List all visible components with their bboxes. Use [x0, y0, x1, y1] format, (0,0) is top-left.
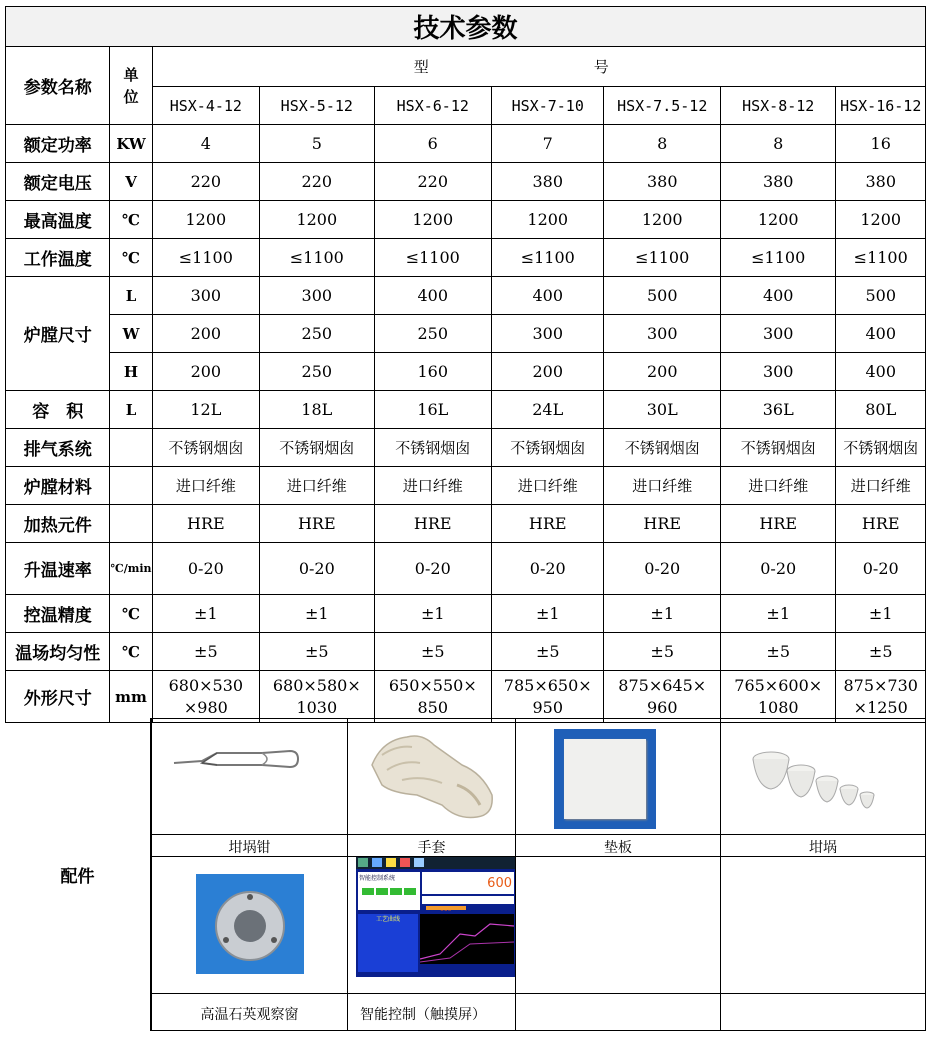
value-cell: 650×550× 850 — [374, 671, 491, 723]
value-cell: 300 — [604, 315, 720, 353]
value-cell: 不锈钢烟囱 — [260, 429, 374, 467]
value-cell: 8 — [604, 125, 720, 163]
value-cell: ±1 — [152, 595, 259, 633]
value-cell: 220 — [374, 163, 491, 201]
value-cell: 785×650× 950 — [492, 671, 604, 723]
model-2: HSX-5-12 — [260, 87, 374, 125]
caption-plate: 垫板 — [604, 840, 632, 856]
value-cell: 5 — [260, 125, 374, 163]
value-cell: ±5 — [374, 633, 491, 671]
param-unit — [110, 467, 152, 505]
value-cell: ±1 — [604, 595, 720, 633]
value-cell: ±1 — [374, 595, 491, 633]
page-title: 技术参数 — [6, 7, 926, 47]
param-unit: V — [110, 163, 152, 201]
value-cell: ±5 — [604, 633, 720, 671]
param-unit: ℃ — [110, 633, 152, 671]
caption-touchscreen: 智能控制（触摸屏） — [360, 1007, 486, 1023]
value-cell: 进口纤维 — [374, 467, 491, 505]
param-unit: mm — [110, 671, 152, 723]
model-header: 型 号 — [152, 47, 925, 87]
param-unit: H — [110, 353, 152, 391]
model-6: HSX-8-12 — [720, 87, 835, 125]
screen-big-value: 600 — [487, 876, 512, 891]
value-cell: 16 — [836, 125, 926, 163]
value-cell: ≤1100 — [720, 239, 835, 277]
value-cell: 200 — [492, 353, 604, 391]
value-cell: ±5 — [152, 633, 259, 671]
value-cell: 1200 — [260, 201, 374, 239]
window-image-cell — [151, 856, 347, 993]
value-cell: 进口纤维 — [492, 467, 604, 505]
value-cell: 0-20 — [836, 543, 926, 595]
quartz-window-image — [196, 874, 304, 974]
caption-quartz-window: 高温石英观察窗 — [200, 1007, 299, 1023]
param-name: 工作温度 — [6, 239, 110, 277]
value-cell: 36L — [720, 391, 835, 429]
screen-panel-title: 工艺曲线 — [375, 916, 400, 923]
value-cell: 380 — [492, 163, 604, 201]
model-7: HSX-16-12 — [836, 87, 926, 125]
value-cell: 1200 — [836, 201, 926, 239]
param-unit: ℃ — [110, 239, 152, 277]
param-name: 排气系统 — [6, 429, 110, 467]
value-cell: ±5 — [720, 633, 835, 671]
gloves-image-cell — [347, 718, 515, 834]
value-cell: 1200 — [492, 201, 604, 239]
value-cell: 不锈钢烟囱 — [604, 429, 720, 467]
value-cell: 300 — [152, 277, 259, 315]
value-cell: 875×730 ×1250 — [836, 671, 926, 723]
param-unit: L — [110, 277, 152, 315]
touchscreen-image-cell — [347, 856, 515, 993]
touchscreen-image — [356, 857, 516, 977]
value-cell: 765×600× 1080 — [720, 671, 835, 723]
value-cell: 6 — [374, 125, 491, 163]
value-cell: 进口纤维 — [836, 467, 926, 505]
param-name: 容 积 — [6, 391, 110, 429]
param-unit: W — [110, 315, 152, 353]
value-cell: 200 — [152, 315, 259, 353]
value-cell: 400 — [836, 315, 926, 353]
model-4: HSX-7-10 — [492, 87, 604, 125]
value-cell: 0-20 — [604, 543, 720, 595]
value-cell: HRE — [492, 505, 604, 543]
plate-image-cell — [515, 718, 720, 834]
screen-title: 智能控制系统 — [359, 875, 396, 882]
value-cell: 进口纤维 — [604, 467, 720, 505]
value-cell: 12L — [152, 391, 259, 429]
value-cell: 不锈钢烟囱 — [836, 429, 926, 467]
value-cell: 400 — [720, 277, 835, 315]
value-cell: ≤1100 — [492, 239, 604, 277]
value-cell: 250 — [260, 353, 374, 391]
caption-gloves: 手套 — [417, 840, 446, 856]
param-name: 控温精度 — [6, 595, 110, 633]
value-cell: 400 — [492, 277, 604, 315]
value-cell: 500 — [836, 277, 926, 315]
value-cell: 200 — [604, 353, 720, 391]
unit-header: 单 位 — [110, 47, 152, 125]
value-cell: 24L — [492, 391, 604, 429]
value-cell: 300 — [720, 353, 835, 391]
value-cell: ±1 — [260, 595, 374, 633]
gloves-image — [362, 725, 502, 825]
value-cell: ±5 — [260, 633, 374, 671]
param-name: 外形尺寸 — [6, 671, 110, 723]
param-unit: ℃ — [110, 201, 152, 239]
value-cell: 400 — [836, 353, 926, 391]
value-cell: 380 — [604, 163, 720, 201]
value-cell: HRE — [260, 505, 374, 543]
value-cell: ≤1100 — [374, 239, 491, 277]
value-cell: 1200 — [152, 201, 259, 239]
value-cell: HRE — [720, 505, 835, 543]
model-5: HSX-7.5-12 — [604, 87, 720, 125]
value-cell: 680×580× 1030 — [260, 671, 374, 723]
value-cell: 1200 — [604, 201, 720, 239]
crucible-tongs-image — [172, 741, 302, 781]
value-cell: 0-20 — [260, 543, 374, 595]
plate-image — [554, 729, 656, 829]
tongs-image-cell — [151, 718, 347, 834]
value-cell: 0-20 — [152, 543, 259, 595]
param-unit — [110, 505, 152, 543]
value-cell: 250 — [374, 315, 491, 353]
value-cell: ≤1100 — [152, 239, 259, 277]
value-cell: 500 — [604, 277, 720, 315]
value-cell: 380 — [720, 163, 835, 201]
value-cell: ≤1100 — [836, 239, 926, 277]
value-cell: ≤1100 — [260, 239, 374, 277]
param-name: 炉膛材料 — [6, 467, 110, 505]
value-cell: 1200 — [374, 201, 491, 239]
value-cell: 300 — [492, 315, 604, 353]
value-cell: ≤1100 — [604, 239, 720, 277]
crucible-image-cell — [720, 718, 926, 834]
spec-table — [5, 6, 926, 723]
value-cell: 0-20 — [374, 543, 491, 595]
value-cell: 4 — [152, 125, 259, 163]
caption-crucible: 坩埚 — [809, 840, 837, 856]
model-3: HSX-6-12 — [374, 87, 491, 125]
value-cell: 80L — [836, 391, 926, 429]
param-name: 炉膛尺寸 — [6, 277, 110, 391]
value-cell: 680×530 ×980 — [152, 671, 259, 723]
value-cell: HRE — [374, 505, 491, 543]
param-unit: ℃ — [110, 595, 152, 633]
param-unit — [110, 429, 152, 467]
value-cell: ±5 — [492, 633, 604, 671]
model-1: HSX-4-12 — [152, 87, 259, 125]
value-cell: 380 — [836, 163, 926, 201]
value-cell: HRE — [152, 505, 259, 543]
value-cell: 8 — [720, 125, 835, 163]
param-name: 加热元件 — [6, 505, 110, 543]
value-cell: 300 — [260, 277, 374, 315]
param-name: 最高温度 — [6, 201, 110, 239]
value-cell: 进口纤维 — [152, 467, 259, 505]
value-cell: 不锈钢烟囱 — [492, 429, 604, 467]
value-cell: HRE — [836, 505, 926, 543]
param-name: 升温速率 — [6, 543, 110, 595]
value-cell: 160 — [374, 353, 491, 391]
param-name: 额定电压 — [6, 163, 110, 201]
value-cell: 进口纤维 — [260, 467, 374, 505]
param-name: 额定功率 — [6, 125, 110, 163]
value-cell: HRE — [604, 505, 720, 543]
param-name: 温场均匀性 — [6, 633, 110, 671]
accessories-label: 配件 — [5, 718, 151, 1031]
value-cell: 300 — [720, 315, 835, 353]
param-unit: ℃/min — [110, 543, 152, 595]
value-cell: 875×645× 960 — [604, 671, 720, 723]
value-cell: ±1 — [836, 595, 926, 633]
value-cell: 不锈钢烟囱 — [374, 429, 491, 467]
value-cell: 18L — [260, 391, 374, 429]
value-cell: 进口纤维 — [720, 467, 835, 505]
value-cell: 7 — [492, 125, 604, 163]
param-unit: L — [110, 391, 152, 429]
value-cell: ±1 — [492, 595, 604, 633]
value-cell: 1200 — [720, 201, 835, 239]
crucibles-image — [751, 737, 881, 817]
value-cell: 不锈钢烟囱 — [720, 429, 835, 467]
accessories-grid — [151, 718, 926, 1031]
value-cell: 250 — [260, 315, 374, 353]
value-cell: 220 — [152, 163, 259, 201]
caption-tongs: 坩埚钳 — [228, 840, 271, 856]
value-cell: 30L — [604, 391, 720, 429]
param-unit: KW — [110, 125, 152, 163]
value-cell: 16L — [374, 391, 491, 429]
value-cell: ±1 — [720, 595, 835, 633]
value-cell: 0-20 — [720, 543, 835, 595]
value-cell: 不锈钢烟囱 — [152, 429, 259, 467]
value-cell: 400 — [374, 277, 491, 315]
value-cell: 200 — [152, 353, 259, 391]
param-name-header: 参数名称 — [6, 47, 110, 125]
value-cell: ±5 — [836, 633, 926, 671]
value-cell: 0-20 — [492, 543, 604, 595]
value-cell: 220 — [260, 163, 374, 201]
